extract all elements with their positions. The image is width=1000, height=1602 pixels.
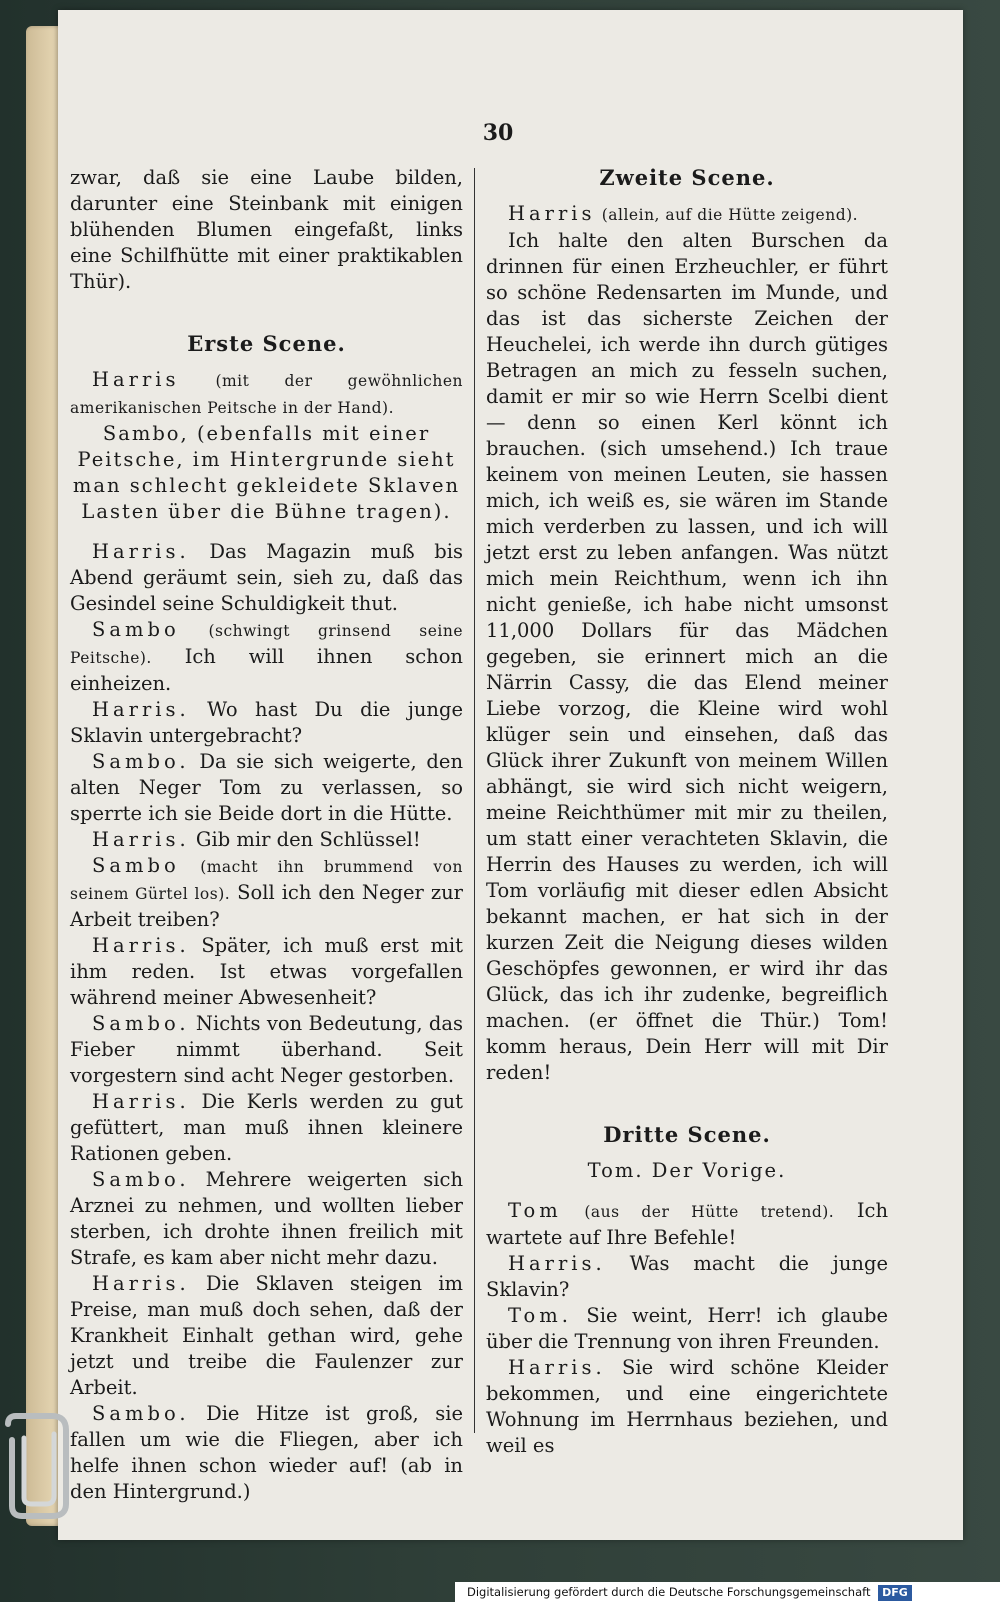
speech-text: Die Kerls werden zu gut gefüttert, man muß ihnen kleinere Rationen geben. (70, 1090, 463, 1165)
speaker-name: Harris. (92, 698, 190, 721)
speech-paragraph (70, 617, 463, 697)
left-column (70, 165, 463, 1505)
speech-paragraph (70, 1401, 463, 1505)
speaker-name: Tom (508, 1199, 562, 1222)
speaker-name: Harris. (508, 1356, 606, 1379)
speaker-name: Sambo (92, 618, 180, 641)
speech-paragraph (70, 367, 463, 421)
speech-paragraph (70, 697, 463, 749)
speaker-name: Harris (508, 202, 596, 225)
stage-direction: (aus der Hütte tretend). (584, 1203, 835, 1221)
stage-direction: zwar, daß sie eine Laube bilden, darunter eine Steinbank mit einigen blühenden Blumen eingefaßt, links eine Schilfhütte mit einer praktikablen Thür). (70, 166, 463, 293)
speaker-name: Harris. (92, 1090, 190, 1113)
speaker-name: Sambo. (92, 750, 190, 773)
speech-paragraph (486, 1303, 888, 1355)
speech-text: Nichts von Bedeutung, das Fieber nimmt überhand. Seit vorgestern sind acht Neger gestorben. (70, 1012, 463, 1087)
speech-text: Soll ich den Neger zur Arbeit treiben? (70, 881, 463, 931)
right-column (486, 165, 888, 1459)
stage-direction: (mit der gewöhnlichen amerikanischen Peitsche in der Hand). (70, 372, 464, 417)
scene-heading: Dritte Scene. (603, 1122, 771, 1147)
paper-clip-icon (0, 1412, 74, 1522)
speaker-name: Sambo (92, 854, 180, 877)
digitization-credit (455, 1582, 1000, 1602)
speech-text: Ich wartete auf Ihre Befehle! (486, 1199, 889, 1249)
speech-paragraph (70, 853, 463, 933)
speech-paragraph (486, 1198, 888, 1251)
speech-paragraph (486, 201, 888, 228)
speaker-name: Harris. (92, 934, 190, 957)
stage-direction: (allein, auf die Hütte zeigend). (601, 206, 859, 224)
stage-direction: (schwingt grinsend seine Peitsche). (70, 622, 464, 667)
speech-paragraph (486, 1355, 888, 1459)
speech-paragraph (70, 539, 463, 617)
speech-paragraph (70, 827, 463, 853)
speech-text: Was macht die junge Sklavin? (486, 1252, 888, 1301)
speech-paragraph (486, 1251, 888, 1303)
speaker-name: Harris. (92, 828, 190, 851)
speech-text: Die Hitze ist groß, sie fallen um wie die Fliegen, aber ich helfe ihnen schon wieder auf! (ab in den Hintergrund.) (70, 1402, 463, 1503)
book-page (58, 10, 963, 1540)
speaker-name: Harris (92, 368, 180, 391)
credit-text: Digitalisierung gefördert durch die Deutsche Forschungsgemeinschaft (467, 1585, 871, 1599)
column-divider (474, 168, 475, 1433)
speaker-name: Harris. (508, 1252, 606, 1275)
speech-paragraph (70, 1167, 463, 1271)
speech-text: Später, ich muß erst mit ihm reden. Ist etwas vorgefallen während meiner Abwesenheit? (70, 934, 464, 1009)
speech-text: Wo hast Du die junge Sklavin untergebracht? (70, 698, 464, 747)
speaker-name: Tom. (508, 1304, 572, 1327)
speech-paragraph (70, 933, 463, 1011)
speech-text: Sie weint, Herr! ich glaube über die Trennung von ihren Freunden. (486, 1304, 888, 1353)
speaker-name: Harris. (92, 540, 190, 563)
speaker-name: Sambo. (92, 1168, 190, 1191)
speech-text: Da sie sich weigerte, den alten Neger Tom zu verlassen, so sperrte ich sie Beide dort in die Hütte. (70, 750, 464, 825)
speech-paragraph (70, 1271, 463, 1401)
cast-list: Tom. Der Vorige. (587, 1159, 787, 1182)
speech-text: Ich will ihnen schon einheizen. (70, 645, 463, 695)
dfg-logo: DFG (878, 1585, 912, 1601)
scene-heading: Zweite Scene. (599, 165, 775, 190)
speech-text: Ich halte den alten Burschen da drinnen für einen Erzheuchler, er führt so schöne Redensarten im Munde, und das ist das sicherste Zeichen der Heuchelei, ich werde ihn durch gütiges Betragen an mich zu fesseln suchen, damit er mir so wie Herrn Scelbi dient — denn so einen Kerl könnt ich brauchen. (sich umsehend.) Ich traue keinem von meinen Leuten, sie hassen mich, ich weiß es, sie wären im Stande mich verderben zu lassen, und ich will jetzt erst zu leben anfangen. Was nützt mich mein Reichthum, wenn ich ihn nicht genieße, ich habe nicht umsonst 11,000 Dollars für das Mädchen gegeben, sie erinnert mich an die Närrin Cassy, die das Elend meiner Liebe vorzog, die Kleine wird wohl klüger sein und einsehen, daß das Glück ihrer Zukunft von meinem Willen abhängt, sie wird sich nicht weigern, meine Reichthümer mit mir zu theilen, um statt einer verachteten Sklavin, die Herrin des Hauses zu werden, ich will Tom vorläufig mit dieser edlen Absicht bekannt machen, er hat sich in der kurzen Zeit die Neigung dieses wilden Geschöpfes gewonnen, er wird ihr das Glück, das ich ihr zudenke, begreiflich machen. (er öffnet die Thür.) Tom! komm heraus, Dein Herr will mit Dir reden! (486, 229, 888, 1084)
speech-paragraph (70, 749, 463, 827)
speech-text: Das Magazin muß bis Abend geräumt sein, sieh zu, daß das Gesindel seine Schuldigkeit thut. (70, 540, 463, 615)
speech-paragraph (70, 1011, 463, 1089)
stage-direction: (macht ihn brummend von seinem Gürtel los). (70, 858, 463, 903)
speaker-name: Sambo. (92, 1012, 190, 1035)
speech-text: Gib mir den Schlüssel! (195, 828, 421, 851)
speech-text: Mehrere weigerten sich Arznei zu nehmen, und wollten lieber sterben, ich drohte ihnen freilich mit Strafe, es kam aber nicht mehr dazu. (70, 1168, 463, 1269)
speech-text: Die Sklaven steigen im Preise, man muß doch sehen, daß der Krankheit Einhalt gethan wird, gehe jetzt und treibe die Faulenzer zur Arbeit. (70, 1272, 463, 1399)
speech-paragraph (70, 1089, 463, 1167)
speech-paragraph (486, 228, 888, 1086)
cast-list: Sambo, (ebenfalls mit einer Peitsche, im Hintergrunde sieht man schlecht gekleidete Sklaven Lasten über die Bühne tragen). (72, 422, 461, 523)
speaker-name: Sambo. (92, 1402, 190, 1425)
speaker-name: Harris. (92, 1272, 190, 1295)
speech-text: Sie wird schöne Kleider bekommen, und eine eingerichtete Wohnung im Herrnhaus beziehen, und weil es (486, 1356, 888, 1457)
page-number: 30 (482, 120, 514, 146)
scene-heading: Erste Scene. (187, 331, 346, 356)
